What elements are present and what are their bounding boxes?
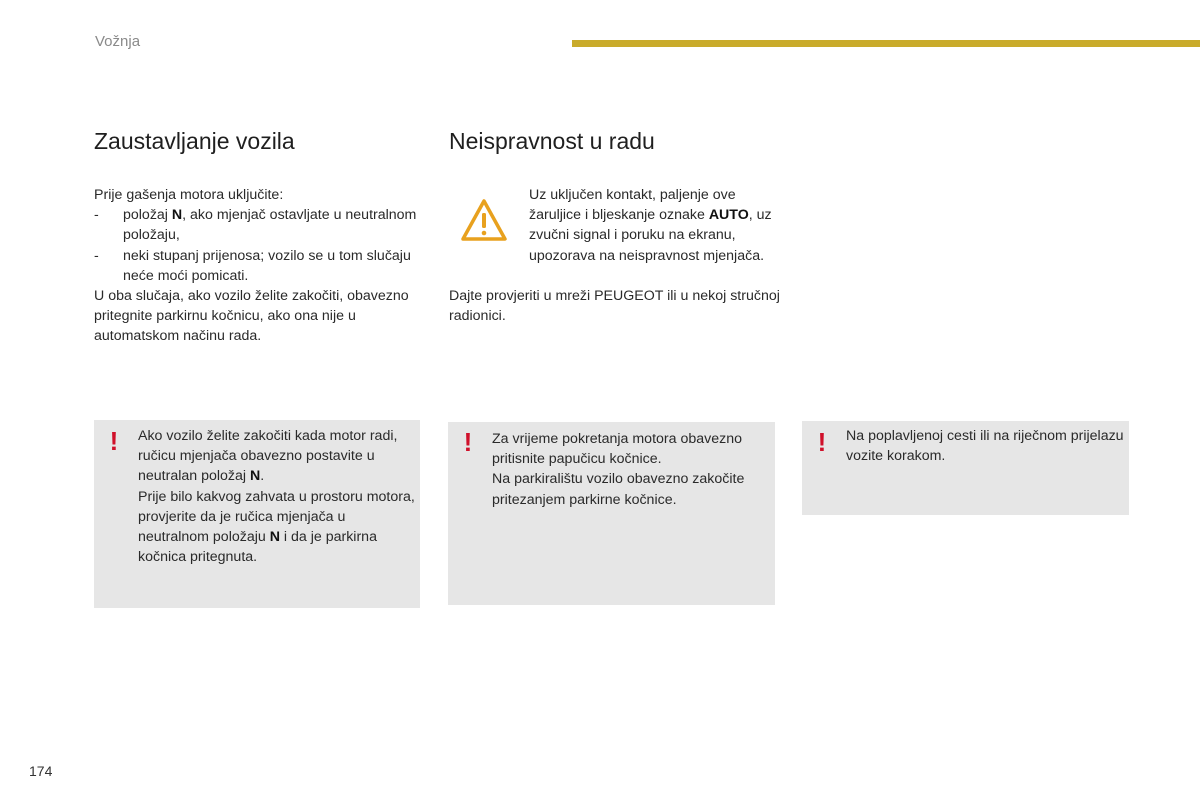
- warning-triangle-icon: [460, 197, 508, 243]
- stopping-intro: Prije gašenja motora uključite:: [94, 187, 284, 203]
- section-header-label: Vožnja: [95, 33, 141, 50]
- bullet-dash: -: [94, 247, 99, 264]
- note-paragraph: Na parkiralištu vozilo obavezno zakočite pritezanjem parkirne kočnice.: [492, 471, 745, 508]
- bullet-text-part: položaj: [123, 207, 172, 224]
- note-text-part: Ako vozilo želite zakočiti kada motor radi, ručicu mjenjača obavezno postavite u neutralan položaj: [138, 428, 398, 485]
- exclamation-icon: !: [109, 426, 119, 456]
- exclamation-icon: !: [463, 427, 473, 457]
- exclamation-icon: !: [817, 427, 827, 457]
- malfunction-text-part: Uz uključen kontakt, paljenje ove žaruljice i bljeskanje oznake: [529, 187, 736, 224]
- note-text-part: Prije bilo kakvog zahvata u prostoru motora, provjerite da je ručica mjenjača u neutralnom položaju: [138, 488, 415, 546]
- stopping-instructions: [94, 185, 429, 347]
- note-paragraph: Za vrijeme pokretanja motora obavezno pritisnite papučicu kočnice.: [492, 431, 742, 468]
- malfunction-warning-text: [529, 185, 784, 266]
- list-item: [94, 246, 429, 286]
- malfunction-advice-text: Dajte provjeriti u mreži PEUGEOT ili u nekoj stručnoj radionici.: [449, 288, 780, 325]
- stopping-closing: U oba slučaja, ako vozilo želite zakočiti, obavezno pritegnite parkirnu kočnicu, ako ona nije u automatskom načinu rada.: [94, 288, 409, 345]
- malfunction-text-part: , uz zvučni signal i poruku na ekranu, upozorava na neispravnost mjenjača.: [529, 207, 772, 264]
- bullet-dash: -: [94, 207, 99, 224]
- note-text: Na poplavljenoj cesti ili na riječnom prijelazu vozite korakom.: [846, 428, 1124, 465]
- note-text-part: .: [260, 468, 265, 485]
- note-box-flooded-road: [802, 421, 1129, 515]
- gear-position-n: N: [250, 468, 261, 485]
- note-paragraph: [138, 487, 416, 568]
- header-accent-bar: [572, 40, 1200, 47]
- bullet-text: neki stupanj prijenosa; vozilo se u tom slučaju neće moći pomicati.: [123, 247, 411, 284]
- note-text: [492, 429, 770, 510]
- note-box-brake-pedal: [448, 422, 775, 605]
- auto-label: AUTO: [708, 207, 749, 224]
- note-text: [138, 426, 416, 567]
- page-number: 174: [29, 763, 53, 779]
- list-item: [94, 205, 429, 245]
- note-text-part: i da je parkirna kočnica pritegnuta.: [138, 529, 377, 566]
- note-paragraph: [138, 426, 416, 487]
- section-title-stopping: Zaustavljanje vozila: [94, 128, 295, 154]
- bullet-text-part: , ako mjenjač ostavljate u neutralnom položaju,: [123, 207, 417, 244]
- gear-position-n: N: [269, 529, 280, 546]
- bullet-text: [123, 205, 429, 245]
- gear-position-n: N: [171, 207, 183, 224]
- note-box-parking-running-engine: [94, 420, 420, 608]
- section-title-malfunction: Neispravnost u radu: [449, 128, 655, 154]
